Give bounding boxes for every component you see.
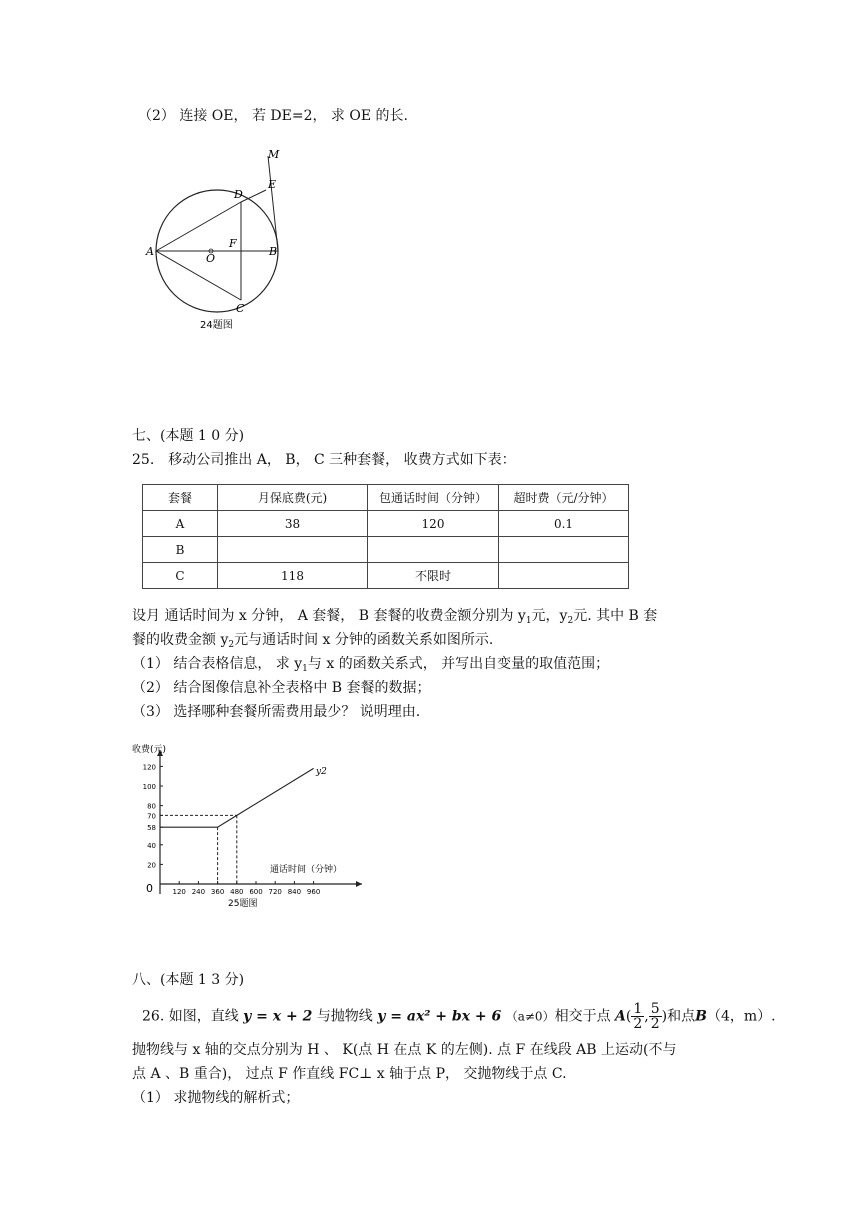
q25-para2 <box>132 630 493 655</box>
table-row <box>143 537 629 563</box>
text-span: 相交于点 <box>554 1008 611 1025</box>
q24-part2: （2） 连接 OE， 若 DE=2， 求 OE 的长. <box>138 108 408 124</box>
text-span: 元与通话时间 x 分钟的函数关系如图所示. <box>234 632 494 648</box>
x-axis-arrow <box>356 881 362 887</box>
table-header-cell: 套餐 <box>143 485 218 511</box>
y-tick-label: 80 <box>147 802 156 811</box>
numerator: 5 <box>650 1001 660 1017</box>
section-7-header: 七、(本题 1 0 分) <box>132 428 245 444</box>
q25-question-1 <box>132 654 609 679</box>
table-cell <box>499 537 629 563</box>
table-cell: 38 <box>218 511 368 537</box>
y-tick-label: 70 <box>147 812 156 821</box>
text-span: 与 x 的函数关系式， 并写出自变量的取值范围； <box>307 656 610 672</box>
y-tick-label: 58 <box>147 824 156 833</box>
comma: , <box>644 1008 649 1025</box>
label-c: C <box>236 302 245 315</box>
q26-para2: 点 A 、B 重合)， 过点 F 作直线 FC⊥ x 轴于点 P， 交抛物线于点 C. <box>132 1066 567 1082</box>
table-header-cell: 包通话时间（分钟） <box>368 485 499 511</box>
x-tick-label: 240 <box>191 888 206 896</box>
table-cell: A <box>143 511 218 537</box>
label-a: A <box>146 245 154 258</box>
label-d: D <box>234 188 243 201</box>
q25-question-3: （3） 选择哪种套餐所需费用最少？ 说明理由. <box>132 704 421 720</box>
x-tick-label: 840 <box>287 888 302 896</box>
label-o: O <box>206 252 216 265</box>
subscript: 2 <box>567 616 574 626</box>
q26-question-1: （1） 求抛物线的解析式； <box>132 1090 300 1106</box>
table-cell: 120 <box>368 511 499 537</box>
denominator: 2 <box>650 1016 660 1032</box>
table-header-cell: 月保底费(元) <box>218 485 368 511</box>
q25-para1 <box>132 606 657 631</box>
label-b: B <box>269 245 278 258</box>
x-tick-label: 960 <box>306 888 321 896</box>
y-axis-label: 收费(元) <box>132 745 167 755</box>
text-span: 和点 <box>667 1008 696 1025</box>
y-tick-label: 120 <box>142 763 156 772</box>
x-tick-label: 120 <box>172 888 186 896</box>
table-cell: 118 <box>218 563 368 589</box>
y-tick-label: 20 <box>147 861 156 870</box>
text-span: 设月 通话时间为 x 分钟， A 套餐， B 套餐的收费金额分别为 y <box>132 608 526 624</box>
section-8-header: 八、(本题 1 3 分) <box>132 972 245 988</box>
table-header-cell: 超时费（元/分钟） <box>499 485 629 511</box>
table-row <box>143 563 629 589</box>
table-header-row <box>143 485 629 511</box>
x-tick-label: 480 <box>230 888 244 896</box>
condition: （a≠0） <box>505 1009 555 1024</box>
geometry-figure-24 <box>140 140 300 335</box>
numerator: 1 <box>633 1001 643 1017</box>
fee-chart-25 <box>130 740 370 912</box>
figure-24-caption: 24题图 <box>200 320 233 331</box>
denominator: 2 <box>633 1016 643 1032</box>
table-cell: 不限时 <box>368 563 499 589</box>
x-tick-label: 600 <box>249 888 263 896</box>
y-tick-label: 40 <box>147 841 156 850</box>
text-span: （1） 结合表格信息， 求 y <box>132 656 303 672</box>
subscript: 2 <box>228 640 235 650</box>
q25-question-2: （2） 结合图像信息补全表格中 B 套餐的数据； <box>132 680 431 696</box>
fraction <box>649 1002 662 1031</box>
fraction <box>631 1002 644 1031</box>
q26-stem: 26. 如图，直线 y = x + 2 与抛物线 y = ax² + bx + 6 （a≠0）相交于点 A( $\frac{1}{2}$ , $\frac{5}{2}$ )和点B（4，m）. <box>142 1001 776 1032</box>
q25-stem: 25. 移动公司推出 A， B， C 三种套餐， 收费方式如下表： <box>132 452 516 468</box>
text-span: （4，m）. <box>706 1008 776 1025</box>
y-tick-label: 100 <box>142 783 156 791</box>
x-tick-label: 720 <box>268 888 282 896</box>
table-cell: B <box>143 537 218 563</box>
label-f: F <box>229 237 237 250</box>
text-span: 元. 其中 B 套 <box>573 608 658 624</box>
table-cell <box>368 537 499 563</box>
point-a-label: A <box>615 1008 626 1025</box>
x-axis-label: 通话时间（分钟） <box>270 865 343 875</box>
table-row <box>143 511 629 537</box>
table-cell <box>218 537 368 563</box>
series-label-y2: y2 <box>316 767 327 777</box>
x-tick-label: 360 <box>210 888 225 896</box>
table-cell: 0.1 <box>499 511 629 537</box>
point-b-label: B <box>695 1008 707 1025</box>
text-span: 元，y <box>531 608 568 624</box>
figure-25-caption: 25题图 <box>228 899 258 909</box>
label-m: M <box>268 148 280 161</box>
text-span: 与抛物线 <box>316 1008 373 1025</box>
label-e: E <box>268 178 277 191</box>
fee-table <box>142 484 629 589</box>
subscript: 1 <box>525 616 532 626</box>
text-span: 餐的收费金额 y <box>132 632 229 648</box>
origin-label: 0 <box>146 882 153 895</box>
text-span: 26. 如图，直线 <box>142 1008 239 1025</box>
q26-para1: 抛物线与 x 轴的交点分别为 H 、 K(点 H 在点 K 的左侧). 点 F 在线段 AB 上运动(不与 <box>132 1042 677 1058</box>
parabola-equation: y = ax² + bx + 6 <box>377 1008 502 1025</box>
subscript: 1 <box>302 664 308 674</box>
table-cell <box>499 563 629 589</box>
table-cell: C <box>143 563 218 589</box>
line-equation: y = x + 2 <box>243 1008 313 1025</box>
